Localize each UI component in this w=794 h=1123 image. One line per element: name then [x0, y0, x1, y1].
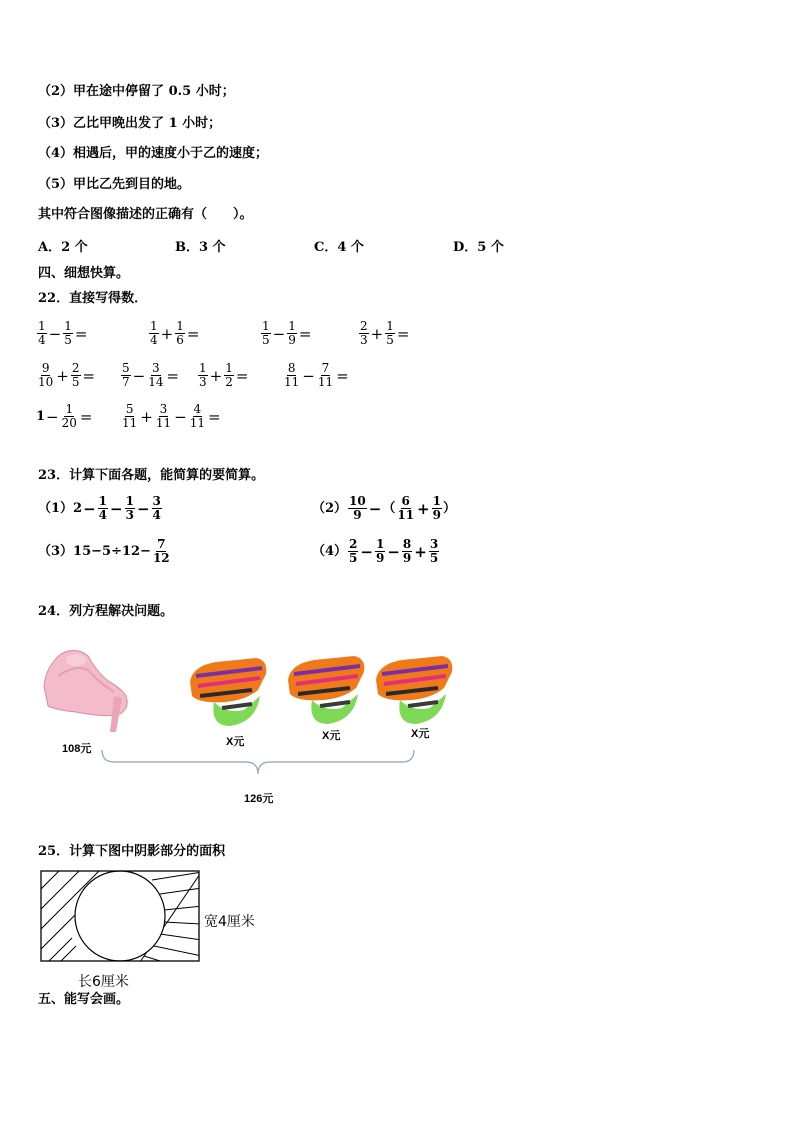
sock-image-1 [190, 658, 266, 726]
fraction: $\frac{1}{5}$ [64, 319, 72, 347]
shaded-area-figure [40, 870, 202, 964]
fraction: $\frac{7}{11}$ [317, 361, 334, 389]
sock-price-label-1: X元 [226, 736, 245, 748]
statement-4: （4）相遇后，甲的速度小于乙的速度； [38, 146, 269, 161]
fraction: $\frac{2}{3}$ [360, 319, 368, 347]
q23-problem-4: （4） $\frac{2}{5}$ − $\frac{1}{9}$ − $\frac{8}{9}$ + $\frac{3}{5}$ [312, 537, 439, 565]
sock-image-3 [376, 656, 452, 724]
sock-price-label-2: X元 [322, 730, 341, 742]
statement-5: （5）甲比乙先到目的地。 [38, 177, 191, 192]
q22-expr-2: $\frac{1}{4}$ + $\frac{1}{6}$ = [150, 319, 200, 347]
q22-expr-7: $\frac{1}{3}$ + $\frac{1}{2}$ = [199, 361, 249, 389]
fraction: $\frac{8}{11}$ [284, 361, 300, 389]
total-price-label: 126元 [244, 793, 274, 805]
statement-2: （2）甲在途中停留了 0.5 小时； [38, 84, 235, 99]
q22-expr-6: $\frac{5}{7}$ − $\frac{3}{14}$ = [122, 361, 180, 389]
q24-figure [36, 636, 476, 816]
q23-problem-2: （2） $\frac{10}{9}$ − （ $\frac{6}{11}$ + $\frac{1}{9}$ ） [312, 494, 456, 522]
fraction: $\frac{1}{9}$ [288, 319, 296, 347]
fraction: $\frac{5}{11}$ [122, 402, 138, 430]
q22-title: 22．直接写得数． [38, 291, 148, 306]
fraction: $\frac{1}{6}$ [176, 319, 184, 347]
q23-problem-1: （1） 2 − $\frac{1}{4}$ − $\frac{1}{3}$ − $\frac{3}{4}$ [38, 494, 161, 522]
fraction: $\frac{3}{14}$ [148, 361, 164, 389]
fraction: $\frac{3}{4}$ [152, 494, 161, 522]
fraction: $\frac{10}{9}$ [349, 494, 366, 522]
fraction: $\frac{1}{9}$ [375, 537, 385, 565]
option-d: D．5 个 [453, 240, 504, 255]
fraction: $\frac{2}{5}$ [71, 361, 80, 389]
fraction: $\frac{1}{5}$ [262, 319, 270, 347]
question-text: 其中符合图像描述的正确有（ ）。 [38, 207, 253, 222]
q23-title: 23．计算下面各题，能简算的要简算。 [38, 468, 265, 483]
fraction: $\frac{3}{5}$ [429, 537, 439, 565]
q22-expr-8: $\frac{8}{11}$ − $\frac{7}{11}$ = [284, 361, 349, 389]
section-heading-5: 五、能写会画。 [38, 992, 130, 1007]
sock-price-label-3: X元 [411, 728, 430, 740]
circle [75, 871, 165, 961]
fraction: $\frac{1}{3}$ [125, 494, 134, 522]
fraction: $\frac{2}{5}$ [349, 537, 358, 565]
shoe-image [44, 650, 127, 732]
sock-image-2 [288, 656, 364, 724]
fraction: $\frac{1}{5}$ [386, 319, 394, 347]
q22-expr-5: $\frac{9}{10}$ + $\frac{2}{5}$ = [38, 361, 96, 389]
fraction: $\frac{7}{12}$ [152, 537, 170, 565]
fraction: $\frac{5}{7}$ [122, 361, 130, 389]
length-label: 长6厘米 [78, 974, 129, 990]
q22-expr-3: $\frac{1}{5}$ − $\frac{1}{9}$ = [262, 319, 312, 347]
total-brace [102, 750, 414, 774]
fraction: $\frac{3}{11}$ [155, 402, 172, 430]
fraction: $\frac{1}{4}$ [98, 494, 108, 522]
statement-3: （3）乙比甲晚出发了 1 小时； [38, 116, 222, 131]
q22-expr-1: $\frac{1}{4}$ − $\frac{1}{5}$ = [38, 319, 88, 347]
fraction: $\frac{1}{20}$ [61, 402, 77, 430]
shoe-price-label: 108元 [62, 743, 92, 755]
q25-title: 25．计算下图中阴影部分的面积 [38, 844, 226, 859]
option-c: C．4 个 [314, 240, 364, 255]
fraction: $\frac{1}{3}$ [199, 361, 207, 389]
width-label: 宽4厘米 [204, 914, 255, 930]
q22-expr-9: 1 − $\frac{1}{20}$ = [36, 402, 93, 430]
fraction: $\frac{1}{4}$ [38, 319, 46, 347]
q24-title: 24．列方程解决问题。 [38, 604, 174, 619]
fraction: $\frac{1}{2}$ [225, 361, 233, 389]
option-b: B．3 个 [175, 240, 226, 255]
q23-problem-3: （3） 15−5÷12− $\frac{7}{12}$ [38, 537, 170, 565]
fraction: $\frac{8}{9}$ [402, 537, 412, 565]
q22-expr-10: $\frac{5}{11}$ + $\frac{3}{11}$ − $\frac{4}{11}$ = [122, 402, 221, 430]
fraction: $\frac{1}{4}$ [150, 319, 158, 347]
fraction: $\frac{6}{11}$ [397, 494, 415, 522]
option-a: A．2 个 [38, 240, 88, 255]
fraction: $\frac{9}{10}$ [38, 361, 54, 389]
fraction: $\frac{4}{11}$ [189, 402, 205, 430]
q22-expr-4: $\frac{2}{3}$ + $\frac{1}{5}$ = [360, 319, 410, 347]
section-heading-4: 四、细想快算。 [38, 266, 130, 281]
fraction: $\frac{1}{9}$ [432, 494, 441, 522]
